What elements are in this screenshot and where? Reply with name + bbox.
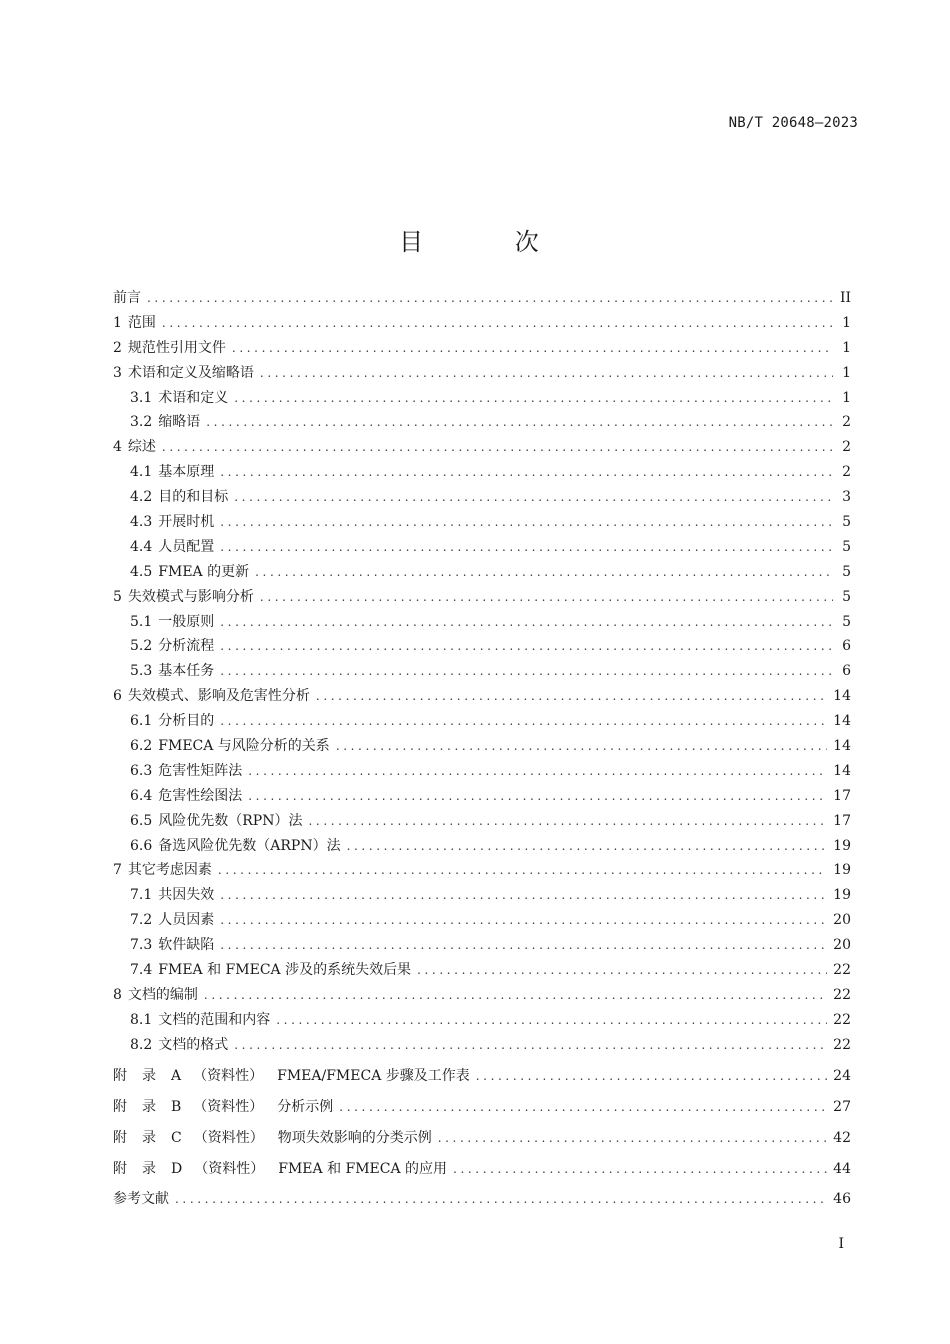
- appendix-type: （资料性）: [194, 1161, 265, 1178]
- toc-entry-text: 风险优先数（RPN）法: [158, 812, 303, 829]
- toc-entry-title: [130, 659, 214, 684]
- dot-leader: [234, 485, 833, 510]
- toc-entry-title: [130, 634, 214, 659]
- dot-leader: [255, 560, 833, 585]
- dot-leader: [162, 435, 833, 460]
- toc-appendix-entry[interactable]: [113, 1092, 851, 1123]
- toc-entry-title: [113, 983, 198, 1008]
- toc-entry[interactable]: [113, 560, 851, 585]
- toc-entry-number: 2: [113, 339, 122, 356]
- toc-entry-text: 缩略语: [158, 414, 201, 431]
- toc-entry-text: 共因失效: [158, 887, 215, 904]
- toc-entry[interactable]: [113, 311, 851, 336]
- toc-entry-title: [130, 908, 214, 933]
- toc-entry-title: [113, 1061, 470, 1092]
- dot-leader: [220, 460, 833, 485]
- toc-entry-number: 6.3: [130, 762, 153, 779]
- toc-entry[interactable]: [113, 1008, 851, 1033]
- toc-entry-number: 8.1: [130, 1011, 153, 1028]
- dot-leader: [248, 784, 827, 809]
- dot-leader: [220, 610, 833, 635]
- toc-entry-number: 3.1: [130, 389, 153, 406]
- dot-leader: [220, 933, 827, 958]
- toc-entry-page: 22: [833, 1036, 851, 1053]
- toc-references-entry[interactable]: [113, 1187, 851, 1212]
- toc-entry[interactable]: [113, 834, 851, 859]
- appendix-title: FMEA 和 FMECA 的应用: [278, 1161, 448, 1178]
- toc-entry[interactable]: [113, 784, 851, 809]
- toc-entry-page: 22: [833, 986, 851, 1003]
- dot-leader: [218, 858, 827, 883]
- toc-entry[interactable]: [113, 634, 851, 659]
- toc-entry-text: 文档的编制: [127, 986, 198, 1003]
- toc-entry-text: 基本原理: [158, 464, 215, 481]
- toc-entry-text: 分析流程: [158, 638, 215, 655]
- toc-entry-number: 8.2: [130, 1036, 153, 1053]
- toc-entry-text: 分析目的: [158, 713, 215, 730]
- toc-entry-page: 5: [842, 613, 851, 630]
- toc-entry-page: 14: [833, 688, 851, 705]
- toc-entry-page: 5: [842, 588, 851, 605]
- appendix-title: FMEA/FMECA 步骤及工作表: [277, 1067, 470, 1084]
- toc-entry-number: 8: [113, 986, 122, 1003]
- appendix-title: 物项失效影响的分类示例: [277, 1129, 432, 1146]
- dot-leader: [476, 1061, 827, 1092]
- toc-entry-number: 6.5: [130, 812, 153, 829]
- toc-entry-number: 4: [113, 439, 122, 456]
- dot-leader: [232, 336, 833, 361]
- toc-entry[interactable]: [113, 460, 851, 485]
- toc-entry-title: [113, 684, 310, 709]
- toc-entry-page: 3: [842, 489, 851, 506]
- toc-entry-text: FMEA 和 FMECA 涉及的系统失效后果: [158, 962, 412, 979]
- appendix-letter: A: [171, 1067, 182, 1084]
- toc-entry-page: 1: [842, 314, 851, 331]
- appendix-word: 附录: [113, 1161, 171, 1178]
- toc-entry-title: [130, 834, 341, 859]
- toc-entry-title: [130, 1033, 228, 1058]
- toc-entry[interactable]: [113, 361, 851, 386]
- toc-appendix-entry[interactable]: [113, 1154, 851, 1185]
- toc-entry-title: [130, 759, 242, 784]
- page-title: 目 次: [399, 228, 581, 257]
- toc-entry-title: [130, 933, 214, 958]
- toc-entry-text: 其它考虑因素: [127, 862, 212, 879]
- appendix-type: （资料性）: [193, 1098, 264, 1115]
- appendix-word: 附录: [113, 1129, 171, 1146]
- toc-entry-number: 4.1: [130, 464, 153, 481]
- toc-entry-number: 6.4: [130, 787, 153, 804]
- toc-entry-number: 7.1: [130, 887, 153, 904]
- toc-entry[interactable]: [113, 435, 851, 460]
- dot-leader: [175, 1187, 827, 1212]
- toc-entry-text: 文档的范围和内容: [158, 1011, 271, 1028]
- toc-entry-text: 基本任务: [158, 663, 215, 680]
- appendix-type: （资料性）: [193, 1067, 264, 1084]
- dot-leader: [162, 311, 833, 336]
- toc-entry-text: 软件缺陷: [158, 937, 215, 954]
- toc-entry-title: [130, 709, 214, 734]
- toc-entry-title: [113, 286, 141, 311]
- toc-entry-title: [130, 560, 249, 585]
- toc-entry[interactable]: [113, 585, 851, 610]
- toc-entry-page: 14: [833, 713, 851, 730]
- appendix-word: 附录: [113, 1067, 171, 1084]
- toc-entry-text: 危害性绘图法: [158, 787, 243, 804]
- dot-leader: [308, 809, 827, 834]
- toc-entry[interactable]: [113, 809, 851, 834]
- toc-entry-title: [130, 784, 242, 809]
- toc-entry-page: 22: [833, 1011, 851, 1028]
- toc-entry-title: [113, 1092, 333, 1123]
- toc-entry[interactable]: [113, 933, 851, 958]
- dot-leader: [276, 1008, 827, 1033]
- toc-entry-number: 6: [113, 688, 122, 705]
- toc-entry-page: II: [839, 290, 851, 306]
- toc-entry[interactable]: [113, 1033, 851, 1058]
- toc-entry-page: 42: [833, 1129, 851, 1146]
- toc-entry[interactable]: [113, 336, 851, 361]
- toc-appendix-entry[interactable]: [113, 1123, 851, 1154]
- toc-entry-title: [130, 460, 214, 485]
- standard-code: NB/T 20648—2023: [728, 115, 858, 131]
- toc-entry-title: [113, 1154, 447, 1185]
- toc-entry[interactable]: [113, 958, 851, 983]
- toc-entry-number: 7.4: [130, 962, 153, 979]
- toc-entry-page: 2: [842, 439, 851, 456]
- toc-entry-number: 5.2: [130, 638, 153, 655]
- toc-entry-number: 3: [113, 364, 122, 381]
- toc-entry-page: 44: [833, 1161, 851, 1178]
- toc-entry-text: 一般原则: [158, 613, 215, 630]
- toc-entry-page: 27: [833, 1098, 851, 1115]
- appendix-letter: B: [171, 1098, 182, 1115]
- dot-leader: [220, 659, 833, 684]
- page-number: I: [838, 1236, 844, 1252]
- dot-leader: [260, 585, 833, 610]
- dot-leader: [339, 1092, 827, 1123]
- dot-leader: [220, 535, 833, 560]
- dot-leader: [417, 958, 827, 983]
- toc-entry-page: 5: [842, 514, 851, 531]
- toc-entry-page: 1: [842, 339, 851, 356]
- toc-entry-page: 1: [842, 364, 851, 381]
- toc-entry[interactable]: [113, 410, 851, 435]
- toc-entry-text: 备选风险优先数（ARPN）法: [158, 837, 341, 854]
- toc-entry-text: 人员因素: [158, 912, 215, 929]
- toc-entry-title: [113, 1123, 432, 1154]
- toc-entry-number: 3.2: [130, 414, 153, 431]
- toc-entry-page: 5: [842, 563, 851, 580]
- toc-entry-page: 20: [833, 937, 851, 954]
- toc-entry-title: [113, 858, 212, 883]
- toc-entry-number: 6.2: [130, 738, 153, 755]
- toc-entry-number: 5.1: [130, 613, 153, 630]
- toc-entry-page: 14: [833, 762, 851, 779]
- dot-leader: [438, 1123, 827, 1154]
- toc-entry-text: 失效模式、影响及危害性分析: [127, 688, 310, 705]
- toc-entry[interactable]: [113, 759, 851, 784]
- toc-entry-text: 失效模式与影响分析: [127, 588, 254, 605]
- dot-leader: [220, 883, 827, 908]
- toc-entry-title: [113, 336, 226, 361]
- toc-entry-page: 19: [833, 862, 851, 879]
- dot-leader: [347, 834, 828, 859]
- toc-entry-title: [113, 585, 254, 610]
- toc-entry-title: [130, 386, 228, 411]
- toc-entry-text: 人员配置: [158, 538, 215, 555]
- toc-entry-number: 6.6: [130, 837, 153, 854]
- toc-entry-page: 19: [833, 887, 851, 904]
- toc-entry-title: [130, 809, 302, 834]
- appendix-letter: C: [171, 1129, 182, 1146]
- toc-entry-number: 4.4: [130, 538, 153, 555]
- toc-entry-text: 综述: [127, 439, 156, 456]
- dot-leader: [220, 908, 827, 933]
- appendix-word: 附录: [113, 1098, 171, 1115]
- toc-entry-page: 17: [833, 787, 851, 804]
- dot-leader: [147, 286, 833, 311]
- dot-leader: [220, 709, 827, 734]
- dot-leader: [204, 983, 827, 1008]
- toc-entry-page: 6: [842, 638, 851, 655]
- toc-entry-text: 术语和定义: [158, 389, 229, 406]
- dot-leader: [453, 1154, 827, 1185]
- toc-entry[interactable]: [113, 684, 851, 709]
- toc-entry-text: 前言: [113, 290, 141, 306]
- toc-entry-number: 6.1: [130, 713, 153, 730]
- toc-entry[interactable]: [113, 734, 851, 759]
- appendix-type: （资料性）: [193, 1129, 264, 1146]
- toc-entry-page: 22: [833, 962, 851, 979]
- dot-leader: [220, 510, 833, 535]
- toc-entry-title: [130, 734, 330, 759]
- dot-leader: [234, 1033, 827, 1058]
- dot-leader: [234, 386, 833, 411]
- toc-entry-number: 4.5: [130, 563, 153, 580]
- table-of-contents: [113, 286, 851, 1212]
- toc-entry-page: 1: [842, 389, 851, 406]
- toc-entry-title: [130, 510, 214, 535]
- toc-entry-number: 7.3: [130, 937, 153, 954]
- toc-entry-title: [130, 610, 214, 635]
- toc-entry-text: 范围: [127, 314, 156, 331]
- toc-entry-page: 14: [833, 738, 851, 755]
- toc-entry-title: [113, 361, 254, 386]
- toc-entry[interactable]: [113, 535, 851, 560]
- dot-leader: [316, 684, 827, 709]
- toc-entry-page: 2: [842, 414, 851, 431]
- toc-entry-number: 7.2: [130, 912, 153, 929]
- toc-entry[interactable]: [113, 610, 851, 635]
- appendix-letter: D: [171, 1161, 183, 1178]
- toc-entry-title: [130, 1008, 270, 1033]
- toc-entry-text: 规范性引用文件: [127, 339, 226, 356]
- dot-leader: [206, 410, 833, 435]
- toc-entry-number: 7: [113, 862, 122, 879]
- toc-entry[interactable]: [113, 709, 851, 734]
- toc-entry-number: 4.2: [130, 489, 153, 506]
- toc-entry-title: [130, 535, 214, 560]
- toc-entry-page: 17: [833, 812, 851, 829]
- toc-entry[interactable]: [113, 908, 851, 933]
- toc-entry[interactable]: [113, 983, 851, 1008]
- toc-entry[interactable]: [113, 286, 851, 311]
- appendix-title: 分析示例: [277, 1098, 334, 1115]
- toc-entry-page: 19: [833, 837, 851, 854]
- toc-entry-page: 2: [842, 464, 851, 481]
- toc-entry-text: 危害性矩阵法: [158, 762, 243, 779]
- toc-entry-page: 6: [842, 663, 851, 680]
- dot-leader: [260, 361, 833, 386]
- toc-entry-text: 术语和定义及缩略语: [127, 364, 254, 381]
- toc-entry-number: 5.3: [130, 663, 153, 680]
- toc-entry[interactable]: [113, 858, 851, 883]
- toc-entry-title: [130, 958, 411, 983]
- toc-entry-title: [130, 485, 228, 510]
- toc-entry-title: [130, 883, 214, 908]
- toc-entry-text: 文档的格式: [158, 1036, 229, 1053]
- toc-entry-title: [113, 311, 156, 336]
- toc-entry-page: 46: [833, 1191, 851, 1208]
- toc-entry[interactable]: [113, 386, 851, 411]
- toc-entry-title: [113, 435, 156, 460]
- toc-entry-text: 开展时机: [158, 514, 215, 531]
- toc-entry-number: 1: [113, 314, 122, 331]
- toc-entry[interactable]: [113, 510, 851, 535]
- toc-entry-number: 5: [113, 588, 122, 605]
- dot-leader: [248, 759, 827, 784]
- toc-entry-page: 20: [833, 912, 851, 929]
- toc-entry[interactable]: [113, 883, 851, 908]
- dot-leader: [220, 634, 833, 659]
- toc-entry-text: FMECA 与风险分析的关系: [158, 738, 330, 755]
- toc-entry[interactable]: [113, 485, 851, 510]
- toc-appendix-entry[interactable]: [113, 1061, 851, 1092]
- toc-entry-text: FMEA 的更新: [158, 563, 250, 580]
- toc-entry-title: [130, 410, 200, 435]
- toc-entry-number: 4.3: [130, 514, 153, 531]
- dot-leader: [336, 734, 827, 759]
- toc-entry-text: 目的和目标: [158, 489, 229, 506]
- toc-entry-title: 参考文献: [113, 1191, 169, 1208]
- toc-entry-page: 24: [833, 1067, 851, 1084]
- toc-entry-page: 5: [842, 538, 851, 555]
- toc-entry[interactable]: [113, 659, 851, 684]
